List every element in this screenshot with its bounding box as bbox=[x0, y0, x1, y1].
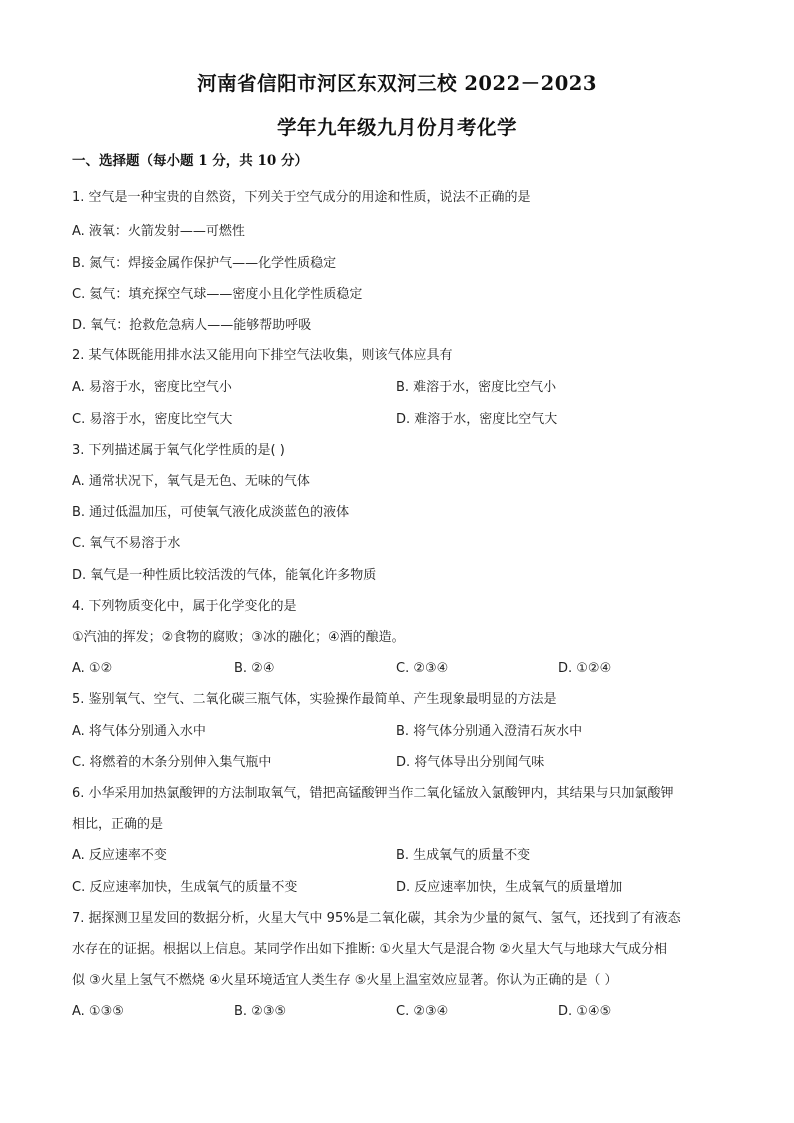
question-4-option-c: C. ②③④ bbox=[396, 661, 449, 676]
question-1-option-d: D. 氧气：抢救危急病人——能够帮助呼吸 bbox=[72, 318, 312, 333]
question-2-option-c: C. 易溶于水，密度比空气大 bbox=[72, 412, 233, 427]
question-6-option-d: D. 反应速率加快，生成氧气的质量增加 bbox=[396, 880, 623, 895]
question-3-option-a: A. 通常状况下，氧气是无色、无味的气体 bbox=[72, 474, 310, 489]
question-6-stem-line2: 相比，正确的是 bbox=[72, 817, 164, 832]
question-6-option-c: C. 反应速率加快，生成氧气的质量不变 bbox=[72, 880, 298, 895]
question-2-option-d: D. 难溶于水，密度比空气大 bbox=[396, 412, 558, 427]
section-heading-choice: 一、选择题（每小题 1 分，共 10 分） bbox=[72, 153, 308, 169]
question-7-stem-line2: 水存在的证据。根据以上信息。某同学作出如下推断: ①火星大气是混合物 ②火星大气与地球大气成分相 bbox=[72, 942, 667, 957]
question-7-option-d: D. ①④⑤ bbox=[558, 1004, 612, 1019]
question-1-option-c: C. 氦气：填充探空气球——密度小且化学性质稳定 bbox=[72, 287, 363, 302]
question-1-option-b: B. 氮气：焊接金属作保护气——化学性质稳定 bbox=[72, 256, 337, 271]
question-5-option-c: C. 将燃着的木条分别伸入集气瓶中 bbox=[72, 755, 272, 770]
question-3-stem: 3. 下列描述属于氧气化学性质的是( ) bbox=[72, 443, 285, 458]
question-7-stem-line3: 似 ③火星上氢气不燃烧 ④火星环境适宜人类生存 ⑤火星上温室效应显著。你认为正确的是（ ） bbox=[72, 973, 618, 988]
question-6-stem-line1: 6. 小华采用加热氯酸钾的方法制取氧气，错把高锰酸钾当作二氧化锰放入氯酸钾内，其结果与只加氯酸钾 bbox=[72, 786, 674, 801]
question-4-statements: ①汽油的挥发；②食物的腐败；③冰的融化；④酒的酿造。 bbox=[72, 630, 405, 645]
question-3-option-d: D. 氧气是一种性质比较活泼的气体，能氧化许多物质 bbox=[72, 568, 377, 583]
question-5-option-d: D. 将气体导出分别闻气味 bbox=[396, 755, 545, 770]
question-1-stem: 1. 空气是一种宝贵的自然资，下列关于空气成分的用途和性质，说法不正确的是 bbox=[72, 190, 531, 205]
question-7-option-a: A. ①③⑤ bbox=[72, 1004, 124, 1019]
question-7-stem-line1: 7. 据探测卫星发回的数据分析，火星大气中 95%是二氧化碳，其余为少量的氮气、氢气，还找到了有液态 bbox=[72, 911, 681, 926]
question-6-option-b: B. 生成氧气的质量不变 bbox=[396, 848, 531, 863]
question-4-option-a: A. ①② bbox=[72, 661, 113, 676]
question-2-stem: 2. 某气体既能用排水法又能用向下排空气法收集，则该气体应具有 bbox=[72, 348, 453, 363]
question-4-option-d: D. ①②④ bbox=[558, 661, 612, 676]
question-3-option-c: C. 氧气不易溶于水 bbox=[72, 536, 181, 551]
question-1-option-a: A. 液氧：火箭发射——可燃性 bbox=[72, 224, 245, 239]
exam-title-line2: 学年九年级九月份月考化学 bbox=[276, 116, 517, 139]
question-2-option-b: B. 难溶于水，密度比空气小 bbox=[396, 380, 557, 395]
question-4-stem: 4. 下列物质变化中，属于化学变化的是 bbox=[72, 599, 297, 614]
question-6-option-a: A. 反应速率不变 bbox=[72, 848, 167, 863]
question-7-option-c: C. ②③④ bbox=[396, 1004, 449, 1019]
question-4-option-b: B. ②④ bbox=[234, 661, 275, 676]
question-3-option-b: B. 通过低温加压，可使氧气液化成淡蓝色的液体 bbox=[72, 505, 350, 520]
question-7-option-b: B. ②③⑤ bbox=[234, 1004, 287, 1019]
question-5-stem: 5. 鉴别氧气、空气、二氧化碳三瓶气体，实验操作最简单、产生现象最明显的方法是 bbox=[72, 692, 557, 707]
exam-title-line1: 河南省信阳市河区东双河三校 2022－2023 bbox=[197, 72, 597, 95]
question-5-option-a: A. 将气体分别通入水中 bbox=[72, 724, 206, 739]
question-5-option-b: B. 将气体分别通入澄清石灰水中 bbox=[396, 724, 583, 739]
question-2-option-a: A. 易溶于水，密度比空气小 bbox=[72, 380, 232, 395]
